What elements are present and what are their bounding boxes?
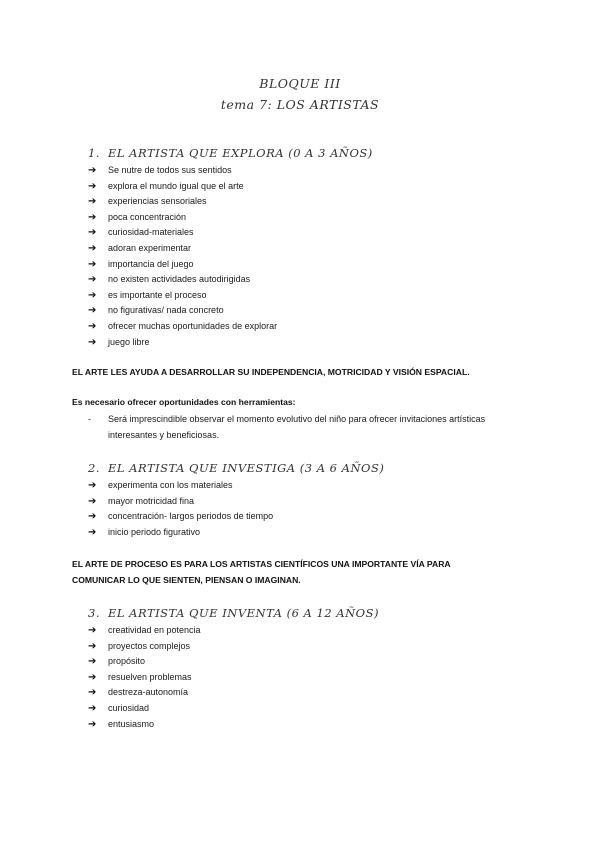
list-item-text: adoran experimentar (108, 242, 192, 253)
list-item (88, 179, 277, 195)
list-item (88, 241, 277, 257)
list-item (88, 272, 277, 288)
arrow-icon: ➔ (88, 211, 97, 223)
section-1-title: EL ARTISTA QUE EXPLORA (0 A 3 AÑOS) (108, 146, 373, 160)
list-item (88, 288, 277, 304)
arrow-icon: ➔ (88, 702, 97, 714)
list-item (88, 685, 201, 701)
section-3-number: 3. (88, 606, 100, 620)
list-item (88, 494, 273, 510)
list-item (88, 194, 277, 210)
arrow-icon: ➔ (88, 336, 97, 348)
arrow-icon: ➔ (88, 196, 97, 208)
section-3-heading (88, 606, 379, 620)
section-1-list (88, 163, 277, 350)
section-1-number: 1. (88, 146, 100, 160)
arrow-icon: ➔ (88, 305, 97, 317)
arrow-icon: ➔ (88, 180, 97, 192)
list-item-text: curiosidad-materiales (108, 227, 194, 238)
note-item (88, 412, 508, 443)
arrow-icon: ➔ (88, 242, 97, 254)
list-item-text: resuelven problemas (108, 671, 192, 682)
list-item (88, 225, 277, 241)
list-item (88, 210, 277, 226)
arrow-icon: ➔ (88, 258, 97, 270)
arrow-icon: ➔ (88, 495, 97, 507)
list-item (88, 303, 277, 319)
section-1-conclusion: EL ARTE LES AYUDA A DESARROLLAR SU INDEPENDENCIA, MOTRICIDAD Y VISIÓN ESPACIAL. (72, 367, 470, 377)
list-item (88, 335, 277, 351)
list-item-text: curiosidad (108, 702, 150, 713)
section-2-list (88, 478, 273, 540)
list-item (88, 654, 201, 670)
list-item (88, 623, 201, 639)
list-item-text: proyectos complejos (108, 640, 191, 651)
list-item-text: no figurativas/ nada concreto (108, 305, 224, 316)
list-item (88, 717, 201, 733)
list-item (88, 478, 273, 494)
list-item (88, 319, 277, 335)
list-item-text: es importante el proceso (108, 289, 207, 300)
section-2-heading (88, 461, 384, 475)
list-item-text: destreza-autonomía (108, 687, 189, 698)
section-2-conclusion-line2: COMUNICAR LO QUE SIENTEN, PIENSAN O IMAGINAN. (72, 575, 301, 585)
list-item (88, 701, 201, 717)
list-item (88, 509, 273, 525)
arrow-icon: ➔ (88, 526, 97, 538)
arrow-icon: ➔ (88, 274, 97, 286)
list-item-text: poca concentración (108, 211, 187, 222)
list-item-text: juego libre (108, 336, 150, 347)
list-item-text: concentración- largos periodos de tiempo (108, 511, 274, 522)
list-item-text: propósito (108, 656, 146, 667)
arrow-icon: ➔ (88, 640, 97, 652)
arrow-icon: ➔ (88, 511, 97, 523)
dash-bullet: - (88, 414, 91, 424)
list-item-text: no existen actividades autodirigidas (108, 274, 251, 285)
section-2-number: 2. (88, 461, 100, 475)
arrow-icon: ➔ (88, 687, 97, 699)
list-item-text: experiencias sensoriales (108, 196, 207, 207)
arrow-icon: ➔ (88, 480, 97, 491)
block-title: BLOQUE III (259, 76, 341, 91)
arrow-icon: ➔ (88, 656, 97, 668)
section-2-conclusion-line1: EL ARTE DE PROCESO ES PARA LOS ARTISTAS CIENTÍFICOS UNA IMPORTANTE VÍA PARA (72, 559, 451, 569)
topic-title: tema 7: LOS ARTISTAS (220, 97, 380, 112)
list-item-text: Se nutre de todos sus sentidos (108, 165, 232, 175)
list-item-text: explora el mundo igual que el arte (108, 180, 244, 191)
list-item (88, 257, 277, 273)
list-item (88, 525, 273, 541)
arrow-icon: ➔ (88, 320, 97, 332)
arrow-icon: ➔ (88, 289, 97, 301)
arrow-icon: ➔ (88, 671, 97, 683)
list-item (88, 670, 201, 686)
list-item-text: experimenta con los materiales (108, 480, 233, 490)
arrow-icon: ➔ (88, 165, 97, 176)
list-item-text: mayor motricidad fina (108, 495, 195, 506)
note-heading: Es necesario ofrecer oportunidades con herramientas: (72, 397, 296, 407)
arrow-icon: ➔ (88, 227, 97, 239)
note-item-text: Será imprescindible observar el momento evolutivo del niño para ofrecer invitaciones artísticas interesantes y beneficiosas. (108, 414, 486, 440)
list-item-text: creatividad en potencia (108, 625, 201, 635)
section-1-heading (88, 146, 373, 160)
arrow-icon: ➔ (88, 625, 97, 636)
list-item (88, 163, 277, 179)
list-item-text: importancia del juego (108, 258, 194, 269)
list-item-text: inicio periodo figurativo (108, 526, 201, 537)
list-item (88, 639, 201, 655)
list-item-text: ofrecer muchas oportunidades de explorar (108, 320, 278, 331)
section-2-title: EL ARTISTA QUE INVESTIGA (3 A 6 AÑOS) (108, 461, 385, 475)
section-3-list (88, 623, 201, 732)
list-item-text: entusiasmo (108, 718, 155, 729)
section-3-title: EL ARTISTA QUE INVENTA (6 A 12 AÑOS) (108, 606, 379, 620)
arrow-icon: ➔ (88, 718, 97, 730)
